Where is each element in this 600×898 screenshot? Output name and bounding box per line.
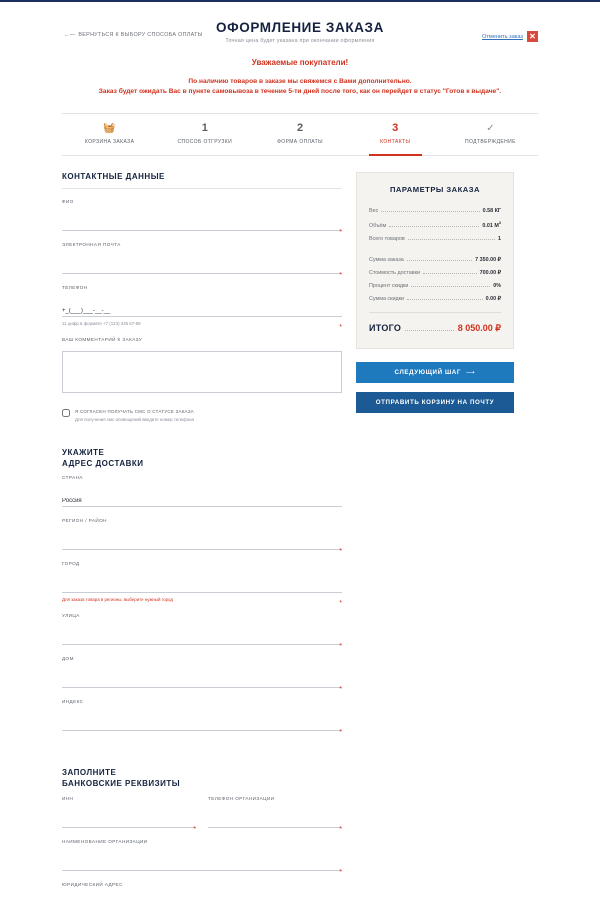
customer-notice [0,48,600,101]
form-column [62,172,342,898]
summary-subtotal-value: 7 350.00 ₽ [475,256,501,263]
summary-row-delivery [369,270,501,276]
step-shipping[interactable] [157,122,252,149]
order-panel-title: ПАРАМЕТРЫ ЗАКАЗА [389,184,481,194]
field-email [62,241,342,279]
street-input[interactable] [62,636,342,645]
city-required-mark: * [339,600,342,608]
house-label: ДОМ [62,656,74,662]
dot-leader [405,330,454,331]
summary-row-items [369,236,501,242]
summary-row-subtotal [369,257,501,263]
summary-delivery-value: 700.00 ₽ [479,269,501,276]
step-shipping-number: 1 [201,121,208,134]
next-step-button[interactable] [356,362,514,383]
dot-leader [423,273,477,274]
field-fio [62,198,342,236]
region-label: РЕГИОН / РАЙОН [62,518,107,524]
sms-consent-hint: Для получения смс-оповещений введите номер телефона [75,416,194,422]
summary-delivery-key: Стоимость доставки [369,269,420,276]
org-phone-input[interactable] [208,819,342,828]
field-org-name [62,838,342,876]
field-phone [62,284,342,331]
step-payment[interactable] [252,122,347,149]
field-legal-address [62,882,342,887]
summary-separator [369,249,501,257]
address-heading [62,448,342,470]
send-cart-to-email-button[interactable]: ОТПРАВИТЬ КОРЗИНУ НА ПОЧТУ [356,392,514,413]
summary-weight-key: Вес [369,207,379,214]
bank-heading-line1: ЗАПОЛНИТЕ [62,768,117,778]
summary-volume-key: Объём [369,222,387,229]
step-confirmation[interactable] [443,122,538,149]
page-subtitle: Точная цена будет указана при окончании оформления [225,38,375,44]
address-heading-line1: УКАЖИТЕ [62,447,105,457]
summary-items-key: Всего товаров [369,235,405,242]
step-confirmation-label: ПОДТВЕРЖДЕНИЕ [464,138,516,145]
fio-required-mark: * [339,228,342,236]
phone-required-mark: * [339,323,342,331]
bank-row-1 [62,796,342,839]
page-title: ОФОРМЛЕНИЕ ЗАКАЗА [216,20,384,35]
notice-line-1: По наличию товаров в заказе мы свяжемся с Вами дополнительно. [188,78,412,85]
sms-consent-row[interactable] [62,409,342,422]
summary-discount-percent-value: 0% [493,282,501,289]
close-icon[interactable]: ✕ [527,31,538,42]
checkout-page [0,2,600,898]
legal-address-label: ЮРИДИЧЕСКИЙ АДРЕС [62,881,123,887]
index-label: ИНДЕКС [62,699,84,705]
summary-weight-value: 0.58 КГ [482,207,501,214]
basket-icon: 🧺 [103,122,116,134]
checkout-steps [62,113,538,156]
email-label: ЭЛЕКТРОННАЯ ПОЧТА [62,241,121,247]
spacer-bank [62,742,342,768]
comment-label: ВАШ КОММЕНТАРИЙ К ЗАКАЗУ [62,336,143,342]
summary-total-row [369,312,501,334]
step-contacts-label: КОНТАКТЫ [380,138,411,145]
step-cart-label: КОРЗИНА ЗАКАЗА [84,138,135,145]
org-phone-required-mark: * [339,825,342,833]
total-label: ИТОГО [369,322,402,333]
fio-label: ФИО [62,198,74,204]
org-phone-label: ТЕЛЕФОН ОРГАНИЗАЦИИ [208,795,275,801]
inn-input[interactable] [62,819,196,828]
dot-leader [381,211,479,212]
step-payment-label: ФОРМА ОПЛАТЫ [277,138,323,145]
summary-row-discount-sum [369,296,501,302]
bank-heading-line2: БАНКОВСКИЕ РЕКВИЗИТЫ [62,779,181,789]
cancel-order-group[interactable] [482,31,538,42]
fio-input[interactable] [62,222,342,231]
notice-title: Уважаемые покупатели! [251,58,349,67]
email-required-mark: * [339,271,342,279]
org-name-label: НАИМЕНОВАНИЕ ОРГАНИЗАЦИИ [62,838,148,844]
city-label: ГОРОД [62,561,80,567]
field-org-phone [208,795,342,833]
field-street [62,613,342,651]
field-region [62,518,342,556]
summary-row-discount-percent [369,283,501,289]
left-arrow-icon: ←— [64,32,76,38]
dot-leader [407,260,472,261]
notice-line-2: Заказ будет ожидать Вас в пункте самовывоза в течение 5-ти дней после того, как он перейдет в статус "Готов к выдаче". [98,87,502,95]
summary-discount-percent-key: Процент скидки [369,282,409,289]
summary-discount-sum-value: 0.00 ₽ [485,295,501,302]
country-label: СТРАНА [62,475,83,481]
field-city [62,561,342,608]
cancel-order-link[interactable]: Отменить заказ [482,33,523,40]
field-house [62,656,342,694]
org-name-required-mark: * [339,868,342,876]
order-summary-column [356,172,514,413]
country-input[interactable] [62,498,342,507]
back-link-label: ВЕРНУТЬСЯ К ВЫБОРУ СПОСОБА ОПЛАТЫ [78,32,203,38]
comment-textarea[interactable] [62,351,342,393]
field-country [62,475,342,507]
sms-consent-label: Я СОГЛАСЕН ПОЛУЧАТЬ СМС О СТАТУСЕ ЗАКАЗА [75,408,195,414]
region-required-mark: * [339,548,342,556]
total-value: 8 050.00 ₽ [457,322,501,333]
right-arrow-icon: ⟶ [465,368,476,376]
next-step-label: СЛЕДУЮЩИЙ ШАГ [394,368,461,376]
region-input[interactable] [62,541,342,550]
field-inn [62,795,196,833]
city-hint: Для заказа товара в регионы, выберите нужный город [62,597,173,603]
sms-consent-checkbox[interactable] [62,409,70,417]
dot-leader [389,226,479,227]
city-input[interactable] [62,584,342,593]
summary-items-value: 1 [498,235,501,242]
step-payment-number: 2 [296,121,304,134]
step-shipping-label: СПОСОБ ОТГРУЗКИ [177,138,233,145]
field-index [62,699,342,737]
address-heading-line2: АДРЕС ДОСТАВКИ [62,458,144,468]
page-header [0,2,600,48]
summary-subtotal-key: Сумма заказа [369,256,404,263]
summary-volume-value: 0.01 $М^3$ [482,220,501,229]
summary-row-weight [369,208,501,214]
field-comment [62,337,342,398]
index-input[interactable] [62,722,342,731]
step-contacts[interactable] [348,122,443,149]
order-parameters-panel [356,172,514,349]
check-icon: ✓ [486,122,495,134]
inn-label: ИНН [62,795,74,801]
email-input[interactable] [62,265,342,274]
dot-leader [411,286,490,287]
index-required-mark: * [339,729,342,737]
phone-label: ТЕЛЕФОН [62,284,88,290]
dot-leader [408,239,495,240]
contacts-heading: КОНТАКТНЫЕ ДАННЫЕ [62,172,342,189]
summary-discount-sum-key: Сумма скидки [369,295,405,302]
org-name-input[interactable] [62,862,342,871]
bank-heading [62,768,342,790]
street-required-mark: * [339,643,342,651]
summary-row-volume [369,221,501,229]
house-required-mark: * [339,686,342,694]
back-to-payment-link[interactable] [64,32,203,38]
step-cart[interactable] [62,122,157,149]
checkout-content [62,172,538,898]
phone-input[interactable] [62,308,342,317]
house-input[interactable] [62,679,342,688]
phone-hint: 11 цифр в формате +7 (123) 345 67-89 [62,320,141,326]
dot-leader [407,299,483,300]
spacer-address [62,422,342,448]
street-label: УЛИЦА [62,613,80,619]
inn-required-mark: * [193,825,196,833]
step-contacts-number: 3 [392,121,399,134]
